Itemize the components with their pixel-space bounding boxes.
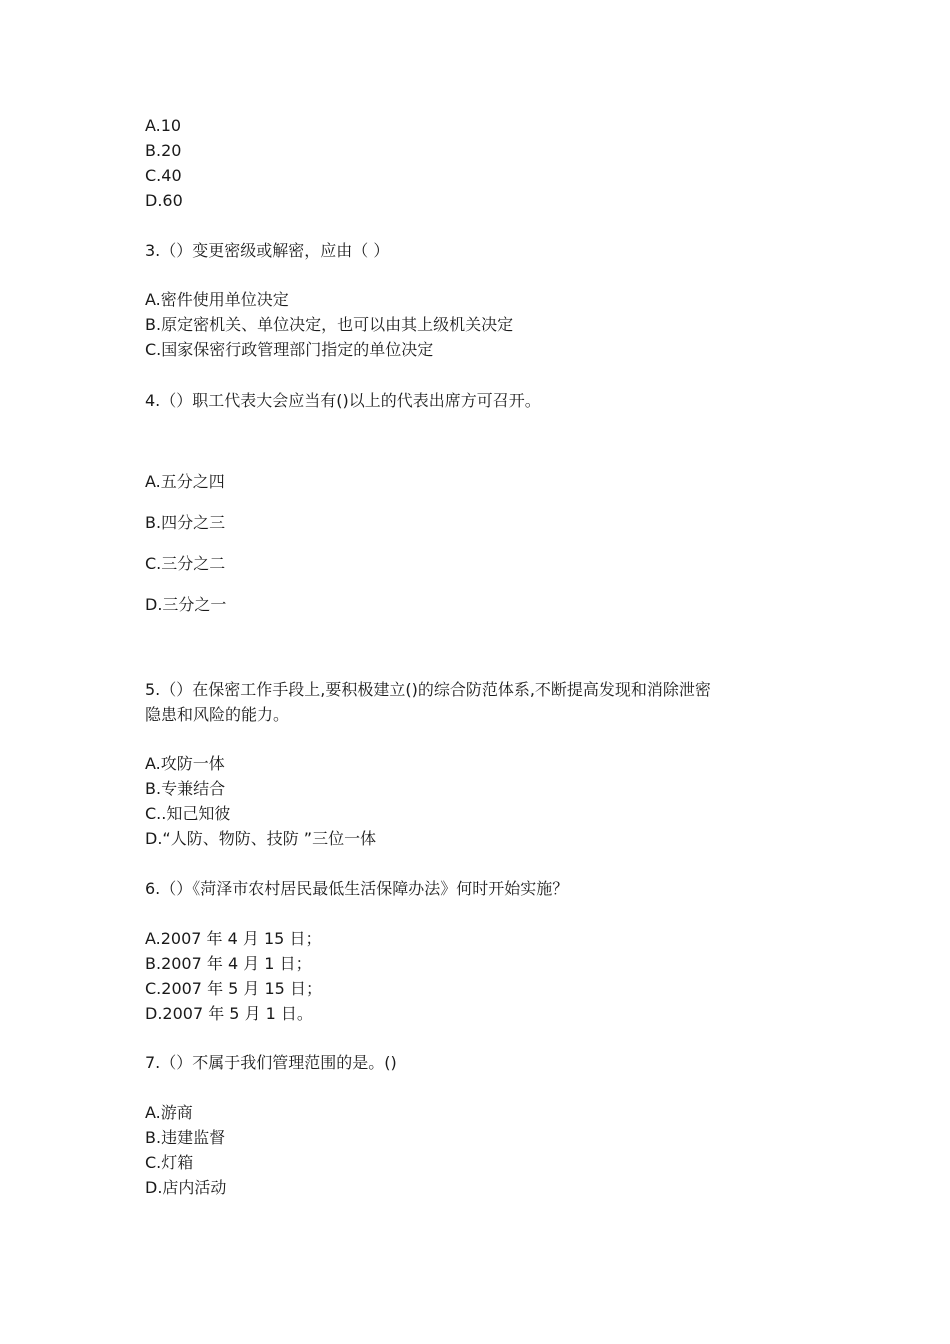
q5-question-line2: 隐患和风险的能力。 bbox=[145, 705, 290, 724]
q3-option-a: A.密件使用单位决定 bbox=[145, 290, 289, 309]
q3-option-b: B.原定密机关、单位决定，也可以由其上级机关决定 bbox=[145, 315, 514, 334]
q3-question: 3.（）变更密级或解密，应由（ ） bbox=[145, 241, 390, 260]
q6-option-c: C.2007 年 5 月 15 日； bbox=[145, 979, 322, 998]
q5-option-c: C..知己知彼 bbox=[145, 804, 231, 823]
q7-option-a: A.游商 bbox=[145, 1103, 193, 1122]
q6-option-b: B.2007 年 4 月 1 日； bbox=[145, 954, 312, 973]
q6-option-d: D.2007 年 5 月 1 日。 bbox=[145, 1004, 313, 1023]
q2-option-d: D.60 bbox=[145, 191, 183, 210]
q7-option-b: B.违建监督 bbox=[145, 1128, 226, 1147]
q5-option-b: B.专兼结合 bbox=[145, 779, 226, 798]
q5-option-a: A.攻防一体 bbox=[145, 754, 225, 773]
q2-option-c: C.40 bbox=[145, 166, 182, 185]
q6-option-a: A.2007 年 4 月 15 日； bbox=[145, 929, 322, 948]
q4-option-a: A.五分之四 bbox=[145, 472, 225, 491]
q5-question-line1: 5.（）在保密工作手段上,要积极建立()的综合防范体系,不断提高发现和消除泄密 bbox=[145, 680, 711, 699]
q7-option-c: C.灯箱 bbox=[145, 1153, 194, 1172]
q3-option-c: C.国家保密行政管理部门指定的单位决定 bbox=[145, 340, 434, 359]
q2-option-a: A.10 bbox=[145, 116, 182, 135]
q4-option-b: B.四分之三 bbox=[145, 513, 226, 532]
q7-question: 7.（）不属于我们管理范围的是。() bbox=[145, 1053, 397, 1072]
q2-option-b: B.20 bbox=[145, 141, 182, 160]
q7-option-d: D.店内活动 bbox=[145, 1178, 227, 1197]
q4-option-c: C.三分之二 bbox=[145, 554, 226, 573]
q5-option-d: D.“人防、物防、技防 ”三位一体 bbox=[145, 829, 377, 848]
q4-question: 4.（）职工代表大会应当有()以上的代表出席方可召开。 bbox=[145, 391, 541, 410]
q6-question: 6.（）《菏泽市农村居民最低生活保障办法》何时开始实施？ bbox=[145, 879, 569, 898]
q4-option-d: D.三分之一 bbox=[145, 595, 227, 614]
